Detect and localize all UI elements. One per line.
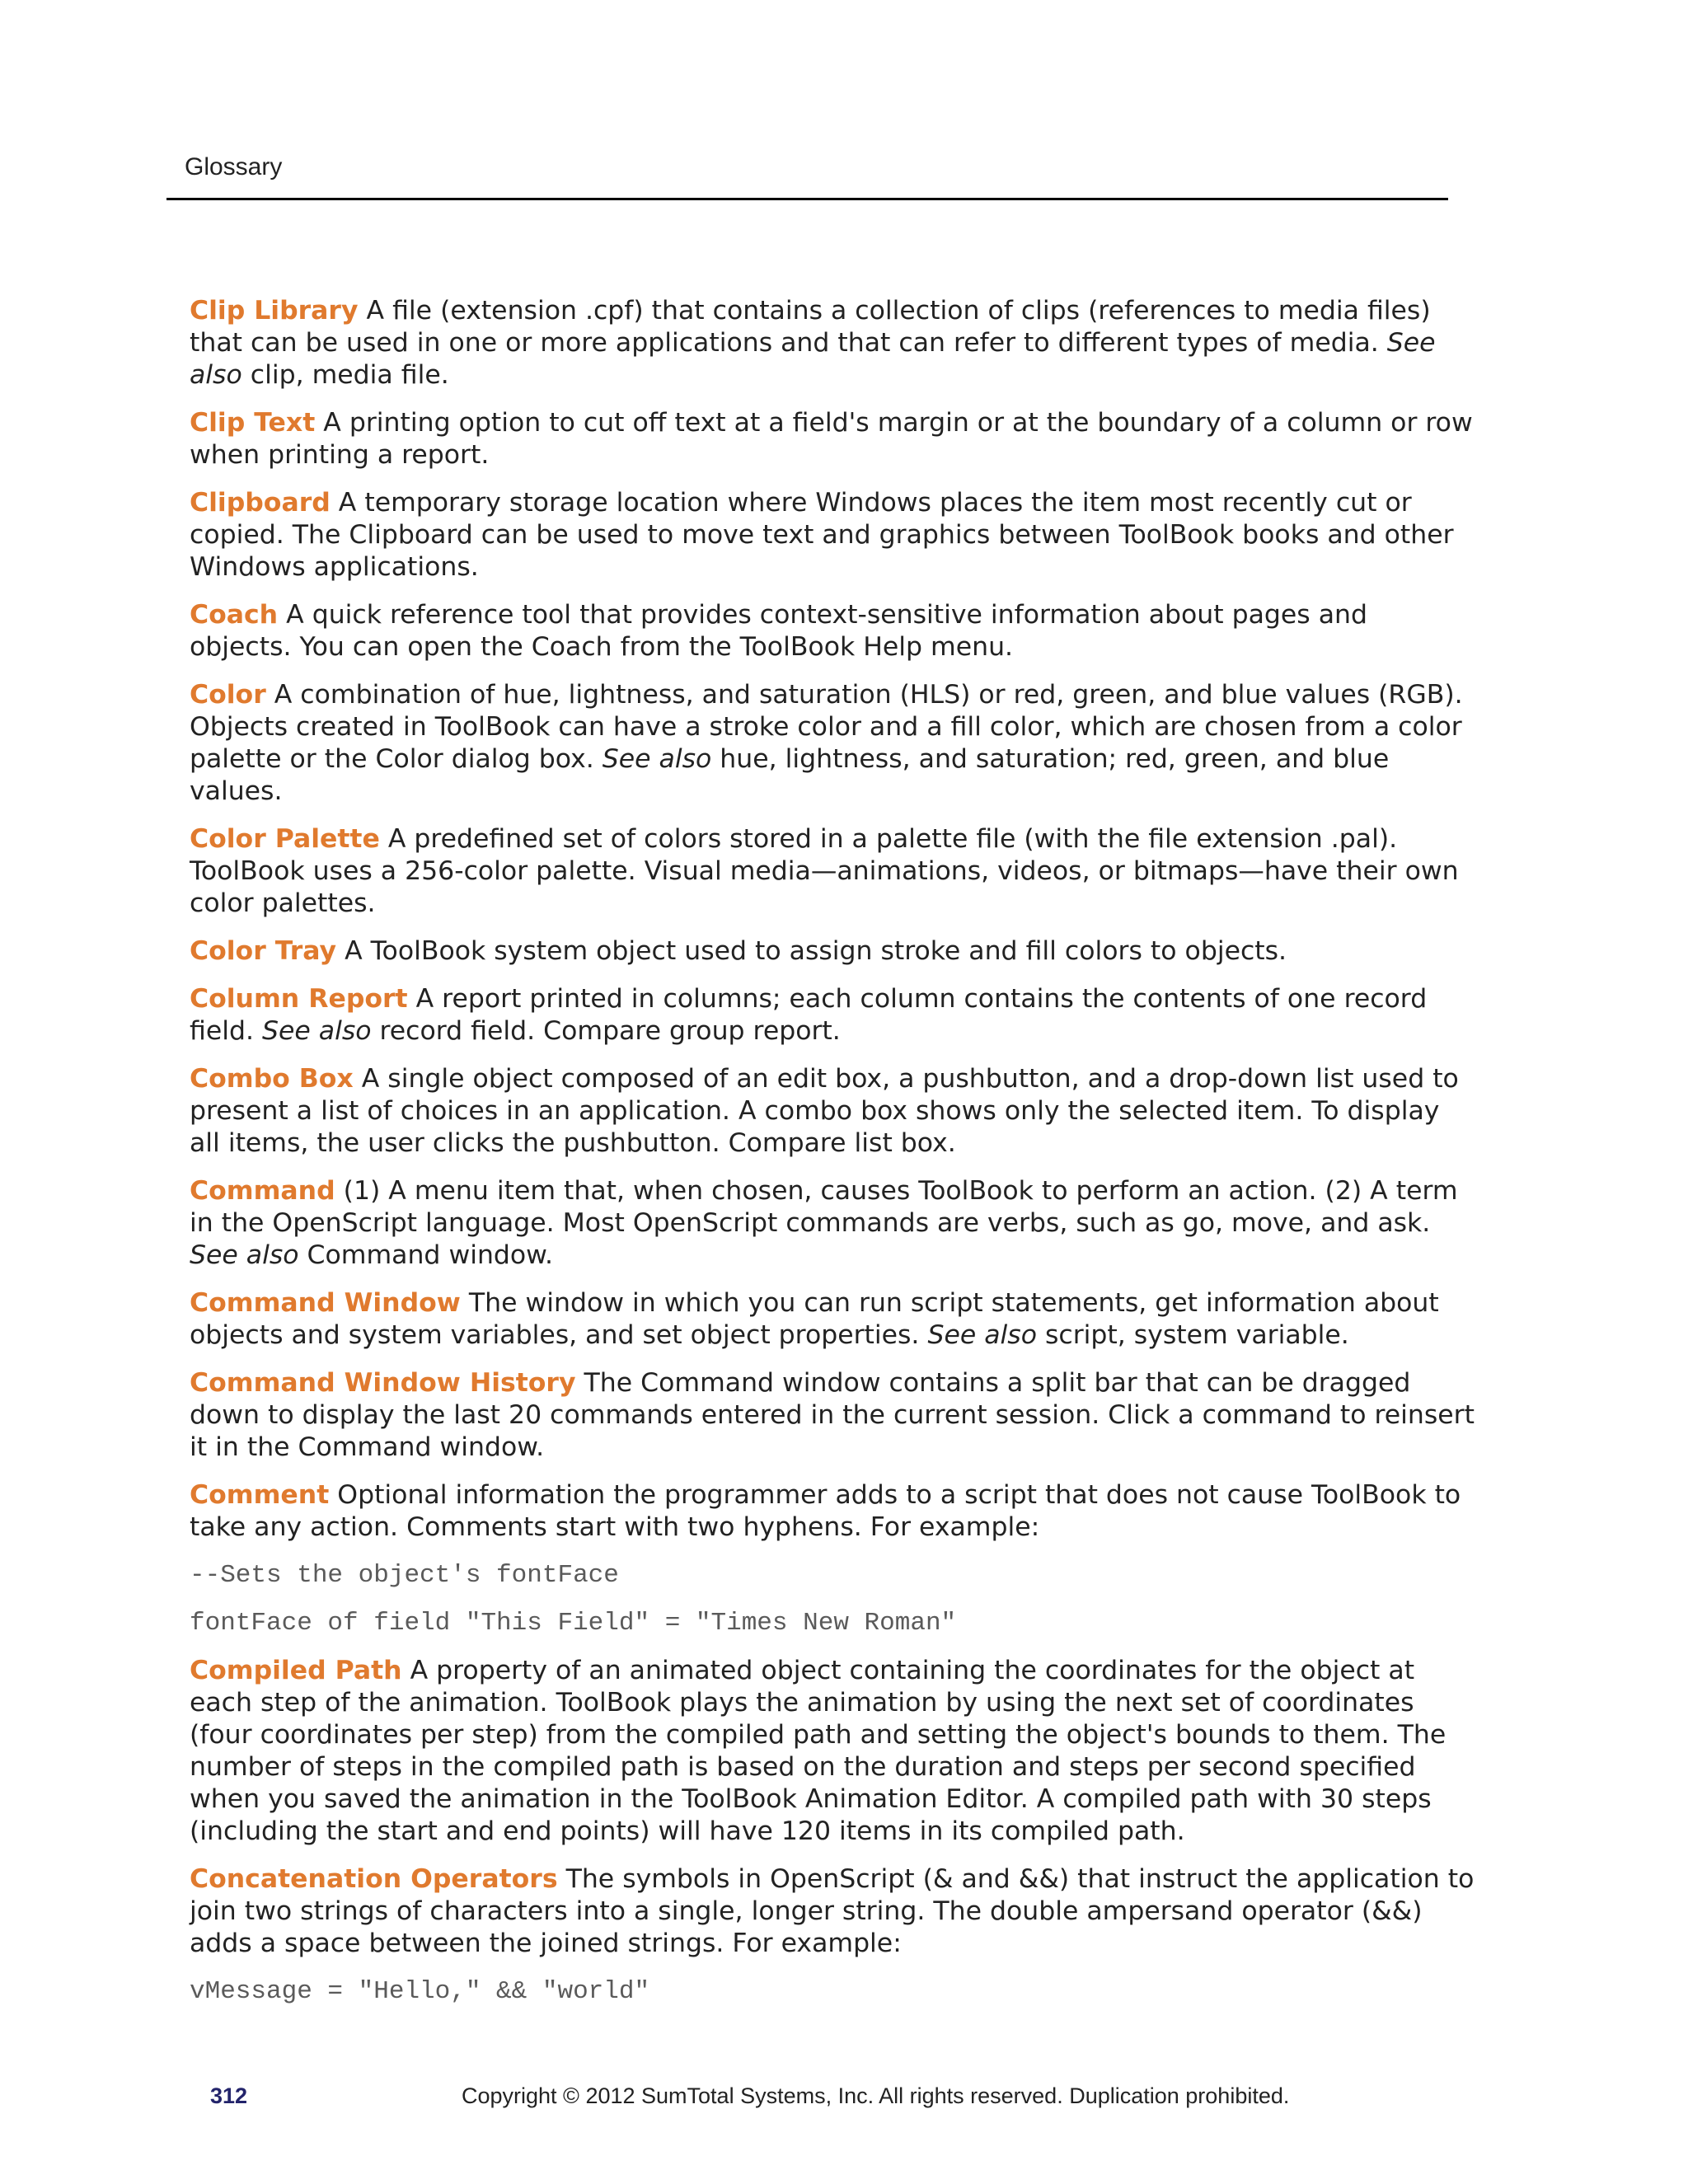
entry-definition: The Command window contains a split bar that can be dragged down to display the last 20 commands entered in the current session. Click a command to reinsert it in the Command window. <box>190 1368 1475 1462</box>
glossary-entry-color-tray <box>190 935 1475 968</box>
glossary-entry-compiled-path <box>190 1655 1475 1848</box>
code-example-line: --Sets the object's fontFace <box>190 1561 619 1590</box>
entry-definition-cont: clip, media file. <box>241 360 449 390</box>
entry-term: Combo Box <box>190 1064 354 1094</box>
entry-definition: A temporary storage location where Windows places the item most recently cut or copied. The Clipboard can be used to move text and graphics between ToolBook books and other Windows applications. <box>190 488 1454 582</box>
copyright-notice: Copyright © 2012 SumTotal Systems, Inc. All rights reserved. Duplication prohibited. <box>462 2083 1290 2108</box>
glossary-entry-coach <box>190 599 1475 663</box>
glossary-entry-clipboard <box>190 487 1475 583</box>
entry-term: Comment <box>190 1480 330 1510</box>
entry-definition: A report printed in columns; each column contains the contents of one record field. <box>190 984 1428 1046</box>
entry-term: Clip Text <box>190 408 316 438</box>
see-also-label: See also <box>190 1240 299 1270</box>
entry-term: Command Window History <box>190 1368 576 1398</box>
entry-term: Color Palette <box>190 824 380 854</box>
entry-term: Concatenation Operators <box>190 1864 558 1894</box>
entry-definition: A property of an animated object containing the coordinates for the object at each step of the animation. ToolBook plays the animation by using the next set of coordinates (four coordinates per step) from the compiled path and setting the object's bounds to them. The number of steps in the compiled path is based on the duration and steps per second specified when you saved the animation in the ToolBook Animation Editor. A compiled path with 30 steps (including the start and end points) will have 120 items in its compiled path. <box>190 1656 1447 1846</box>
running-header: Glossary <box>185 153 283 180</box>
entry-term: Clipboard <box>190 488 331 518</box>
entry-definition: A combination of hue, lightness, and saturation (HLS) or red, green, and blue values (RGB). Objects created in ToolBook can have a stroke color and a fill color, which are chosen from a color palette or the Color dialog box. <box>190 680 1463 774</box>
entry-definition: A predefined set of colors stored in a palette file (with the file extension .pal). ToolBook uses a 256-color palette. Visual media—animations, videos, or bitmaps—have their own color palettes. <box>190 824 1459 918</box>
entry-term: Command Window <box>190 1288 461 1318</box>
entry-term: Coach <box>190 600 279 630</box>
entry-definition: A printing option to cut off text at a field's margin or at the boundary of a column or row when printing a report. <box>190 408 1473 470</box>
entry-term: Color Tray <box>190 936 337 966</box>
entry-term: Column Report <box>190 984 408 1014</box>
entry-definition: A single object composed of an edit box, a pushbutton, and a drop-down list used to present a list of choices in an application. A combo box shows only the selected item. To display all items, the user clicks the pushbutton. Compare list box. <box>190 1064 1459 1158</box>
see-also-label: See also <box>190 328 1436 390</box>
page-footer <box>0 2083 1688 2116</box>
glossary-entry-clip-text <box>190 407 1475 471</box>
entry-definition: A file (extension .cpf) that contains a collection of clips (references to media files) that can be used in one or more applications and that can refer to different types of media. <box>190 296 1431 358</box>
entry-term: Clip Library <box>190 296 359 326</box>
glossary-entry-color <box>190 679 1475 808</box>
glossary-entry-command-window <box>190 1287 1475 1352</box>
entry-definition: A ToolBook system object used to assign stroke and fill colors to objects. <box>336 936 1287 966</box>
code-example-line: vMessage = "Hello," && "world" <box>190 1977 650 2006</box>
entry-definition: A quick reference tool that provides context-sensitive information about pages and objects. You can open the Coach from the ToolBook Help menu. <box>190 600 1367 662</box>
glossary-entry-clip-library <box>190 295 1475 391</box>
glossary-entry-column-report <box>190 983 1475 1047</box>
entry-definition: The window in which you can run script statements, get information about objects and system variables, and set object properties. <box>190 1288 1439 1350</box>
see-also-label: See also <box>927 1320 1037 1350</box>
entry-definition-cont: hue, lightness, and saturation; red, green, and blue values. <box>190 744 1390 806</box>
entry-term: Compiled Path <box>190 1656 402 1685</box>
glossary-entry-color-palette <box>190 823 1475 920</box>
entry-definition: (1) A menu item that, when chosen, causes ToolBook to perform an action. (2) A term in the OpenScript language. Most OpenScript commands are verbs, such as go, move, and ask. <box>190 1176 1458 1238</box>
see-also-label: See also <box>262 1016 372 1046</box>
header-rule <box>166 198 1448 200</box>
page-number: 312 <box>210 2083 248 2108</box>
glossary-entry-combo-box <box>190 1063 1475 1160</box>
glossary-content <box>190 295 1475 2023</box>
entry-definition: Optional information the programmer adds to a script that does not cause ToolBook to take any action. Comments start with two hyphens. For example: <box>190 1480 1461 1542</box>
see-also-label: See also <box>602 744 712 774</box>
entry-term: Command <box>190 1176 335 1206</box>
entry-term: Color <box>190 680 266 710</box>
glossary-entry-command-window-history <box>190 1367 1475 1464</box>
entry-definition-cont: Command window. <box>298 1240 554 1270</box>
glossary-entry-command <box>190 1175 1475 1272</box>
glossary-entry-concatenation-operators <box>190 1863 1475 1960</box>
entry-definition: The symbols in OpenScript (& and &&) that instruct the application to join two strings of characters into a single, longer string. The double ampersand operator (&&) adds a space between the joined strings. For example: <box>190 1864 1475 1958</box>
entry-definition-cont: script, system variable. <box>1036 1320 1349 1350</box>
code-example-line: fontFace of field "This Field" = "Times New Roman" <box>190 1609 957 1638</box>
glossary-entry-comment <box>190 1479 1475 1544</box>
entry-definition-cont: record field. Compare group report. <box>371 1016 841 1046</box>
